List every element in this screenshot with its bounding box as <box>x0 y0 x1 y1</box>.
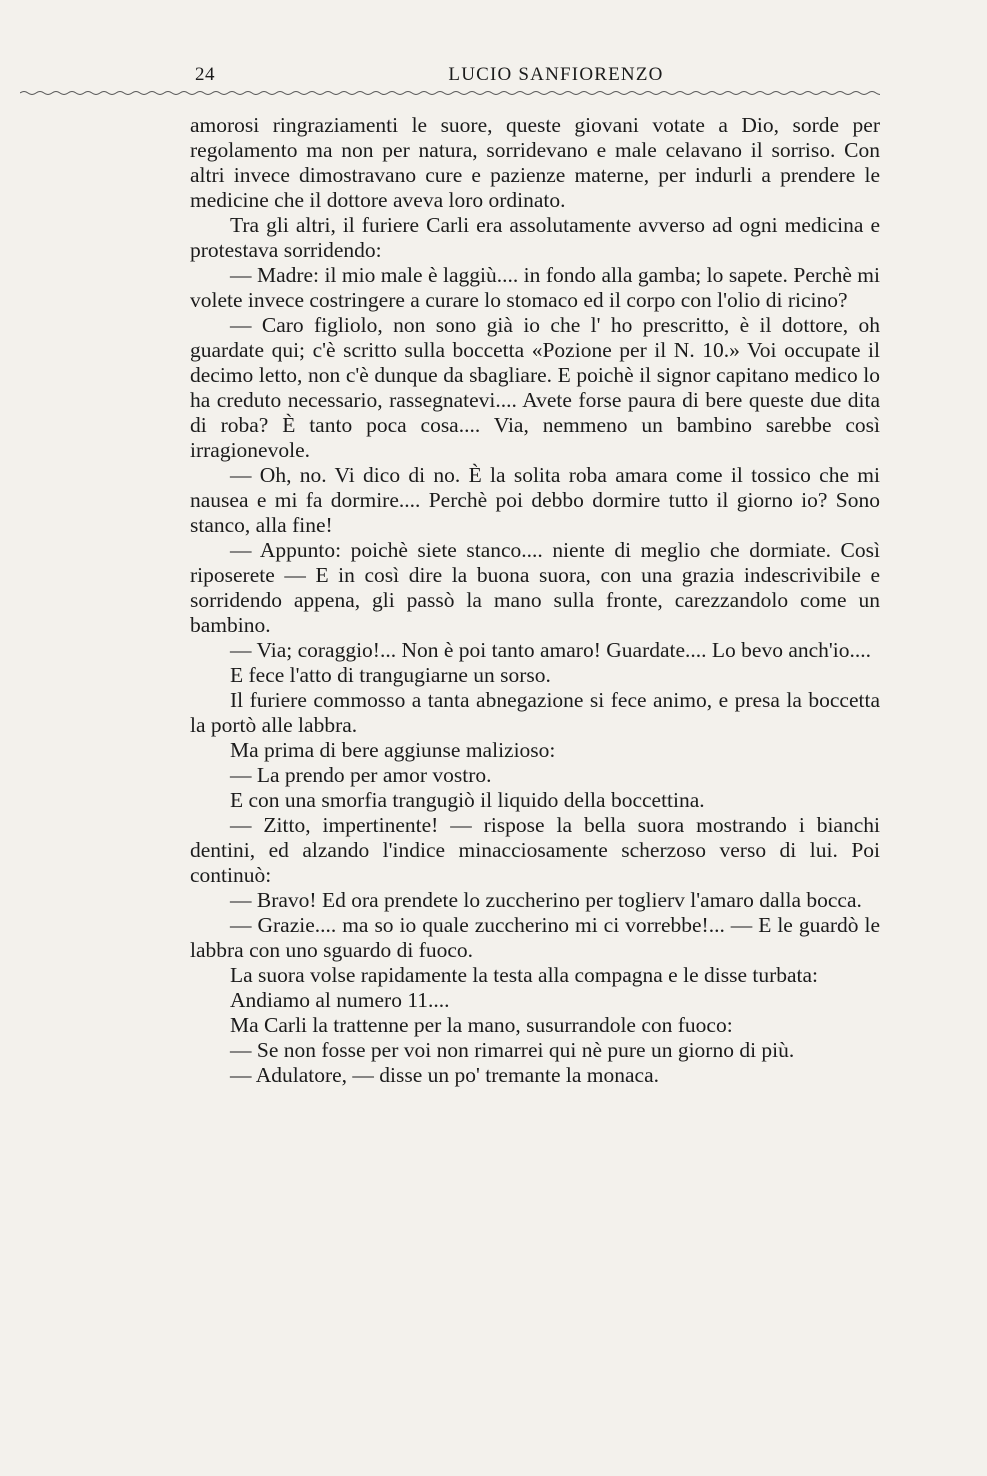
paragraph: — Oh, no. Vi dico di no. È la solita roba amara come il tossico che mi nausea e mi fa dormire.... Perchè poi debbo dormire tutto il giorno io? Sono stanco, alla fine! <box>190 463 880 537</box>
paragraph: Ma prima di bere aggiunse malizioso: <box>230 738 556 762</box>
paragraph: — Bravo! Ed ora prendete lo zuccherino per toglierv l'amaro dalla bocca. <box>230 888 862 912</box>
paragraph: Ma Carli la trattenne per la mano, susurrandole con fuoco: <box>230 1013 733 1037</box>
paragraph: — La prendo per amor vostro. <box>230 763 492 787</box>
paragraph: — Caro figliolo, non sono già io che l' ho prescritto, è il dottore, oh guardate qui; c'è scritto sulla boccetta «Pozione per il N. 10.» Voi occupate il decimo letto, non c'è dunque da sbagliare. E poichè il signor capitano medico lo ha creduto necessario, rassegnatevi.... Avete forse paura di bere queste due dita di roba? È tanto poca cosa.... Via, nemmeno un bambino sarebbe così irragionevole. <box>190 313 880 462</box>
paragraph: Andiamo al numero 11.... <box>230 988 450 1012</box>
body-text <box>190 113 880 1088</box>
paragraph: — Madre: il mio male è laggiù.... in fondo alla gamba; lo sapete. Perchè mi volete invece costringere a curare lo stomaco ed il corpo con l'olio di ricino? <box>190 263 880 312</box>
paragraph: — Appunto: poichè siete stanco.... niente di meglio che dormiate. Così riposerete — E in così dire la buona suora, con una grazia indescrivibile e sorridendo appena, gli passò la mano sulla fronte, carezzandolo come un bambino. <box>190 538 880 637</box>
paragraph: — Via; coraggio!... Non è poi tanto amaro! Guardate.... Lo bevo anch'io.... <box>230 638 872 662</box>
paragraph: — Se non fosse per voi non rimarrei qui nè pure un giorno di più. <box>230 1038 795 1062</box>
paragraph: — Zitto, impertinente! — rispose la bella suora mostrando i bianchi dentini, ed alzando l'indice minacciosamente scherzoso verso di lui. Poi continuò: <box>190 813 880 887</box>
paragraph: amorosi ringraziamenti le suore, queste giovani votate a Dio, sorde per regolamento ma non per natura, sorridevano e male celavano il sorriso. Con altri invece dimostravano cure e pazienze materne, per indurli a prendere le medicine che il dottore aveva loro ordinato. <box>190 113 880 212</box>
paragraph: E fece l'atto di trangugiarne un sorso. <box>230 663 551 687</box>
paragraph: E con una smorfia trangugiò il liquido della boccettina. <box>230 788 705 812</box>
header-rule <box>20 88 880 98</box>
paragraph: — Adulatore, — disse un po' tremante la monaca. <box>230 1063 659 1087</box>
running-title: LUCIO SANFIORENZO <box>448 64 664 85</box>
paragraph: — Grazie.... ma so io quale zuccherino mi ci vorrebbe!... — E le guardò le labbra con uno sguardo di fuoco. <box>190 913 880 962</box>
page-number: 24 <box>195 64 215 85</box>
paragraph: Tra gli altri, il furiere Carli era assolutamente avverso ad ogni medicina e protestava sorridendo: <box>190 213 880 262</box>
paragraph: La suora volse rapidamente la testa alla compagna e le disse turbata: <box>230 963 819 987</box>
paragraph: Il furiere commosso a tanta abnegazione si fece animo, e presa la boccetta la portò alle labbra. <box>190 688 880 737</box>
